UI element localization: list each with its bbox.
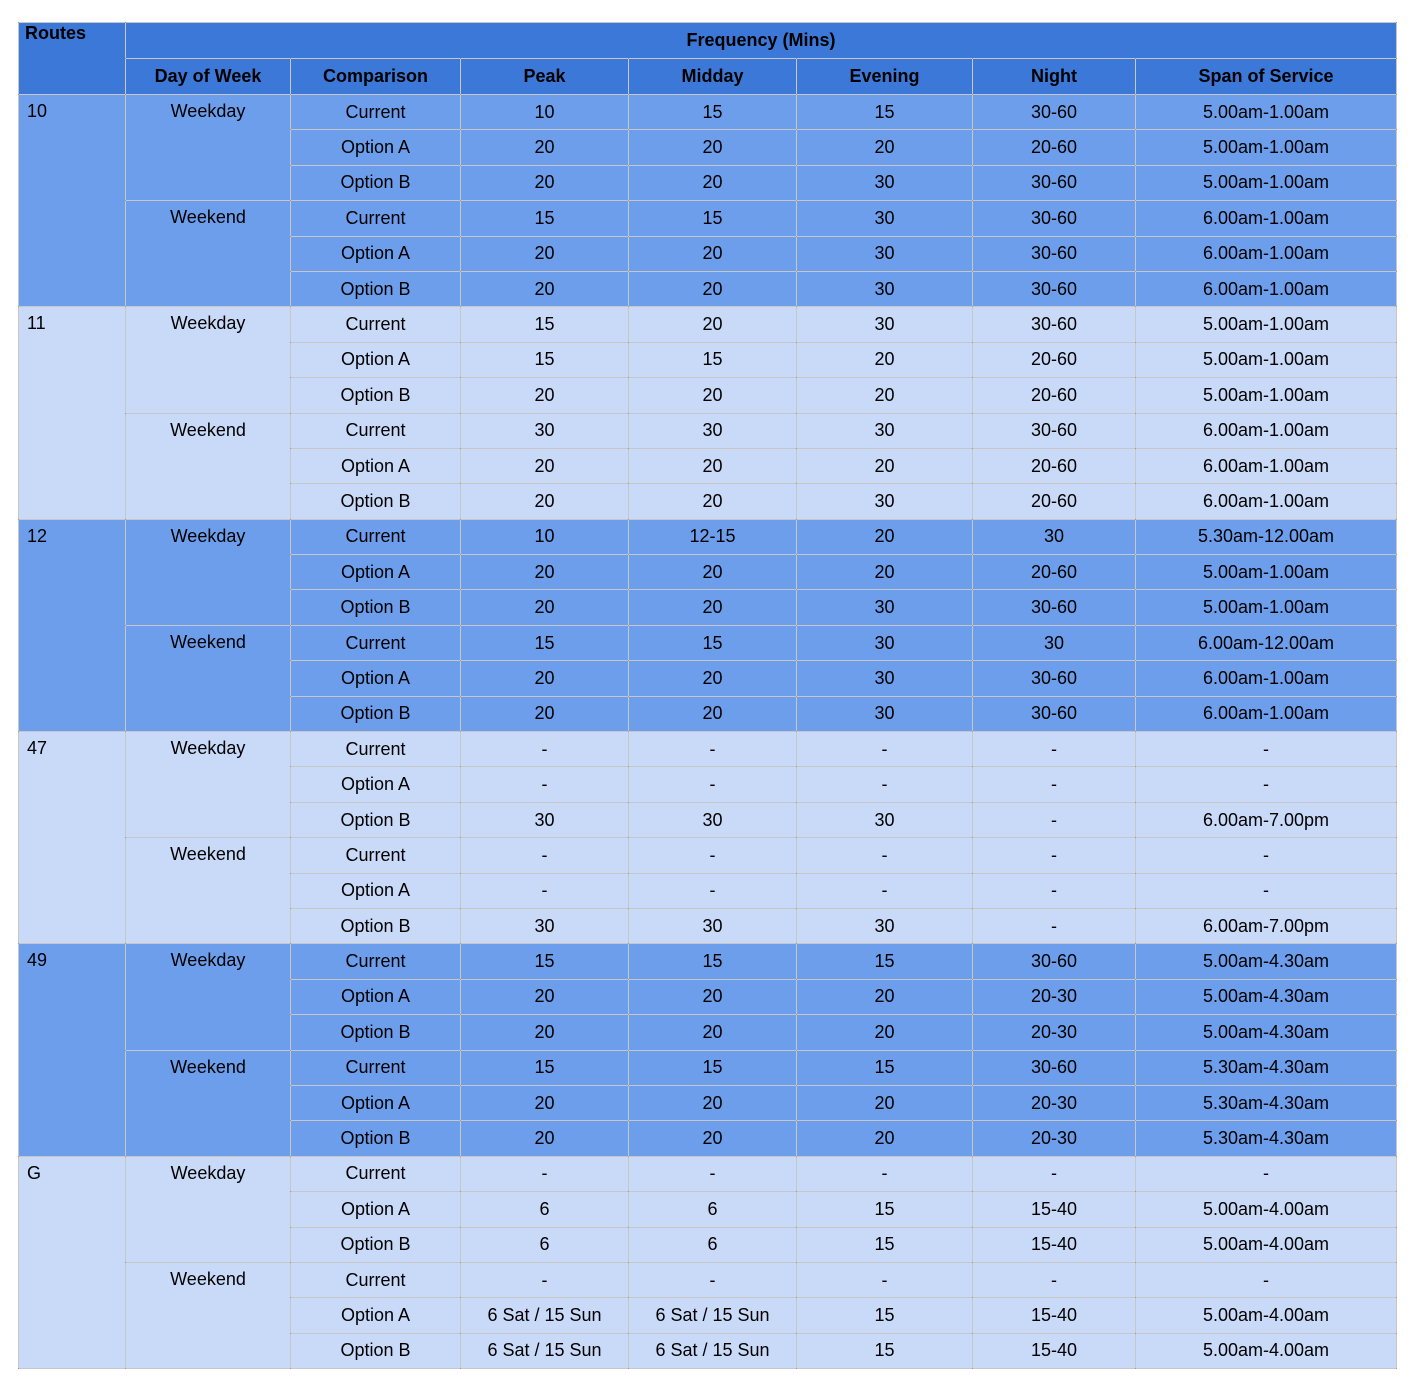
comparison-cell: Option A	[291, 236, 461, 271]
peak-cell: -	[461, 1156, 629, 1191]
comparison-cell: Option A	[291, 342, 461, 377]
midday-cell: 20	[629, 236, 797, 271]
table-row	[19, 95, 1397, 130]
comparison-cell: Current	[291, 625, 461, 660]
night-cell: 15-40	[973, 1333, 1136, 1368]
comparison-cell: Current	[291, 1156, 461, 1191]
midday-cell: -	[629, 838, 797, 873]
night-cell: -	[973, 802, 1136, 837]
peak-cell: 15	[461, 342, 629, 377]
evening-cell: 20	[797, 519, 973, 554]
midday-cell: 6	[629, 1192, 797, 1227]
span-of-service-cell: 6.00am-7.00pm	[1136, 908, 1397, 943]
night-cell: 20-30	[973, 1121, 1136, 1156]
evening-cell: 30	[797, 413, 973, 448]
night-cell: 30-60	[973, 661, 1136, 696]
col-header-span-of-service: Span of Service	[1136, 59, 1397, 95]
midday-cell: 15	[629, 944, 797, 979]
comparison-cell: Option B	[291, 908, 461, 943]
peak-cell: 15	[461, 1050, 629, 1085]
peak-cell: 20	[461, 378, 629, 413]
routes-header: Routes	[19, 23, 126, 95]
evening-cell: 20	[797, 1015, 973, 1050]
day-of-week-cell: Weekday	[126, 1156, 291, 1262]
midday-cell: 30	[629, 413, 797, 448]
col-header-evening: Evening	[797, 59, 973, 95]
route-cell: 12	[19, 519, 126, 731]
route-cell: 10	[19, 95, 126, 307]
peak-cell: 6	[461, 1192, 629, 1227]
evening-cell: 15	[797, 1050, 973, 1085]
peak-cell: 6 Sat / 15 Sun	[461, 1298, 629, 1333]
span-of-service-cell: 5.00am-1.00am	[1136, 95, 1397, 130]
midday-cell: 15	[629, 95, 797, 130]
midday-cell: 6	[629, 1227, 797, 1262]
table-row	[19, 413, 1397, 448]
evening-cell: 15	[797, 1333, 973, 1368]
peak-cell: 30	[461, 413, 629, 448]
midday-cell: 20	[629, 1085, 797, 1120]
table-header	[19, 23, 1397, 95]
span-of-service-cell: 5.00am-1.00am	[1136, 555, 1397, 590]
peak-cell: 20	[461, 979, 629, 1014]
night-cell: 30-60	[973, 944, 1136, 979]
night-cell: 30-60	[973, 696, 1136, 731]
span-of-service-cell: 6.00am-1.00am	[1136, 484, 1397, 519]
day-of-week-cell: Weekday	[126, 95, 291, 201]
evening-cell: 20	[797, 448, 973, 483]
midday-cell: 15	[629, 625, 797, 660]
evening-cell: 30	[797, 802, 973, 837]
midday-cell: 20	[629, 378, 797, 413]
span-of-service-cell: 6.00am-1.00am	[1136, 413, 1397, 448]
comparison-cell: Option B	[291, 165, 461, 200]
day-of-week-cell: Weekday	[126, 732, 291, 838]
evening-cell: 20	[797, 979, 973, 1014]
night-cell: -	[973, 908, 1136, 943]
comparison-cell: Option B	[291, 378, 461, 413]
span-of-service-cell: -	[1136, 838, 1397, 873]
comparison-cell: Current	[291, 95, 461, 130]
night-cell: -	[973, 1262, 1136, 1297]
peak-cell: 20	[461, 661, 629, 696]
midday-cell: 15	[629, 1050, 797, 1085]
night-cell: 20-30	[973, 979, 1136, 1014]
comparison-cell: Option A	[291, 448, 461, 483]
evening-cell: 30	[797, 696, 973, 731]
span-of-service-cell: 6.00am-1.00am	[1136, 236, 1397, 271]
span-of-service-cell: 5.30am-4.30am	[1136, 1050, 1397, 1085]
night-cell: 20-30	[973, 1085, 1136, 1120]
night-cell: -	[973, 873, 1136, 908]
evening-cell: 30	[797, 625, 973, 660]
comparison-cell: Current	[291, 838, 461, 873]
peak-cell: 20	[461, 165, 629, 200]
night-cell: 20-60	[973, 448, 1136, 483]
day-of-week-cell: Weekend	[126, 625, 291, 731]
night-cell: 20-30	[973, 1015, 1136, 1050]
peak-cell: -	[461, 767, 629, 802]
comparison-cell: Option B	[291, 484, 461, 519]
night-cell: 30-60	[973, 413, 1136, 448]
day-of-week-cell: Weekend	[126, 413, 291, 519]
night-cell: 30-60	[973, 271, 1136, 306]
midday-cell: 20	[629, 661, 797, 696]
evening-cell: 20	[797, 378, 973, 413]
comparison-cell: Option A	[291, 661, 461, 696]
comparison-cell: Current	[291, 1050, 461, 1085]
day-of-week-cell: Weekday	[126, 307, 291, 413]
peak-cell: 30	[461, 802, 629, 837]
span-of-service-cell: 6.00am-1.00am	[1136, 448, 1397, 483]
night-cell: 30-60	[973, 165, 1136, 200]
span-of-service-cell: -	[1136, 873, 1397, 908]
comparison-cell: Option A	[291, 1298, 461, 1333]
peak-cell: -	[461, 838, 629, 873]
midday-cell: 20	[629, 696, 797, 731]
peak-cell: 20	[461, 555, 629, 590]
night-cell: 15-40	[973, 1192, 1136, 1227]
midday-cell: -	[629, 732, 797, 767]
peak-cell: 10	[461, 95, 629, 130]
evening-cell: 30	[797, 908, 973, 943]
midday-cell: 30	[629, 908, 797, 943]
span-of-service-cell: 5.00am-4.00am	[1136, 1192, 1397, 1227]
peak-cell: 15	[461, 201, 629, 236]
span-of-service-cell: 5.00am-4.00am	[1136, 1333, 1397, 1368]
midday-cell: 15	[629, 201, 797, 236]
midday-cell: 20	[629, 271, 797, 306]
evening-cell: -	[797, 732, 973, 767]
peak-cell: 6 Sat / 15 Sun	[461, 1333, 629, 1368]
comparison-cell: Current	[291, 519, 461, 554]
evening-cell: 20	[797, 130, 973, 165]
night-cell: -	[973, 767, 1136, 802]
night-cell: -	[973, 732, 1136, 767]
midday-cell: 12-15	[629, 519, 797, 554]
midday-cell: 6 Sat / 15 Sun	[629, 1333, 797, 1368]
midday-cell: 20	[629, 1121, 797, 1156]
comparison-cell: Current	[291, 1262, 461, 1297]
comparison-cell: Option B	[291, 1227, 461, 1262]
span-of-service-cell: 6.00am-1.00am	[1136, 696, 1397, 731]
day-of-week-cell: Weekend	[126, 838, 291, 944]
span-of-service-cell: 6.00am-1.00am	[1136, 201, 1397, 236]
day-of-week-cell: Weekday	[126, 944, 291, 1050]
frequency-table	[18, 22, 1397, 1369]
comparison-cell: Current	[291, 413, 461, 448]
midday-cell: -	[629, 1156, 797, 1191]
span-of-service-cell: 5.30am-4.30am	[1136, 1085, 1397, 1120]
span-of-service-cell: 5.30am-4.30am	[1136, 1121, 1397, 1156]
peak-cell: 15	[461, 625, 629, 660]
evening-cell: 30	[797, 484, 973, 519]
night-cell: 30-60	[973, 307, 1136, 342]
route-cell: 11	[19, 307, 126, 519]
evening-cell: 15	[797, 1298, 973, 1333]
evening-cell: 15	[797, 944, 973, 979]
evening-cell: -	[797, 767, 973, 802]
frequency-title-header: Frequency (Mins)	[126, 23, 1397, 59]
comparison-cell: Option A	[291, 555, 461, 590]
midday-cell: 20	[629, 165, 797, 200]
night-cell: 30-60	[973, 236, 1136, 271]
night-cell: 30-60	[973, 201, 1136, 236]
span-of-service-cell: 5.00am-4.30am	[1136, 944, 1397, 979]
midday-cell: 20	[629, 448, 797, 483]
midday-cell: 20	[629, 130, 797, 165]
col-header-day-of-week: Day of Week	[126, 59, 291, 95]
midday-cell: -	[629, 1262, 797, 1297]
midday-cell: 30	[629, 802, 797, 837]
midday-cell: 6 Sat / 15 Sun	[629, 1298, 797, 1333]
span-of-service-cell: 5.30am-12.00am	[1136, 519, 1397, 554]
span-of-service-cell: 6.00am-1.00am	[1136, 661, 1397, 696]
midday-cell: 20	[629, 307, 797, 342]
comparison-cell: Current	[291, 732, 461, 767]
midday-cell: 20	[629, 484, 797, 519]
table-row	[19, 1156, 1397, 1191]
header-row-columns	[19, 59, 1397, 95]
peak-cell: 20	[461, 1121, 629, 1156]
midday-cell: 15	[629, 342, 797, 377]
comparison-cell: Option A	[291, 1192, 461, 1227]
night-cell: -	[973, 838, 1136, 873]
comparison-cell: Option A	[291, 767, 461, 802]
peak-cell: 20	[461, 130, 629, 165]
span-of-service-cell: 5.00am-4.30am	[1136, 979, 1397, 1014]
table-row	[19, 944, 1397, 979]
midday-cell: -	[629, 767, 797, 802]
midday-cell: 20	[629, 590, 797, 625]
evening-cell: 30	[797, 201, 973, 236]
comparison-cell: Current	[291, 201, 461, 236]
night-cell: 30	[973, 625, 1136, 660]
table-row	[19, 519, 1397, 554]
comparison-cell: Option A	[291, 130, 461, 165]
table-row	[19, 1050, 1397, 1085]
peak-cell: 20	[461, 484, 629, 519]
table-row	[19, 732, 1397, 767]
night-cell: -	[973, 1156, 1136, 1191]
night-cell: 20-60	[973, 130, 1136, 165]
span-of-service-cell: 5.00am-4.30am	[1136, 1015, 1397, 1050]
comparison-cell: Option A	[291, 979, 461, 1014]
comparison-cell: Option B	[291, 590, 461, 625]
span-of-service-cell: 5.00am-1.00am	[1136, 165, 1397, 200]
midday-cell: 20	[629, 979, 797, 1014]
evening-cell: 15	[797, 95, 973, 130]
comparison-cell: Option B	[291, 1333, 461, 1368]
peak-cell: 20	[461, 696, 629, 731]
table-row	[19, 201, 1397, 236]
span-of-service-cell: 5.00am-4.00am	[1136, 1298, 1397, 1333]
comparison-cell: Option A	[291, 873, 461, 908]
peak-cell: 30	[461, 908, 629, 943]
evening-cell: 30	[797, 236, 973, 271]
peak-cell: -	[461, 1262, 629, 1297]
peak-cell: -	[461, 732, 629, 767]
evening-cell: 30	[797, 165, 973, 200]
comparison-cell: Option B	[291, 271, 461, 306]
span-of-service-cell: -	[1136, 1262, 1397, 1297]
col-header-midday: Midday	[629, 59, 797, 95]
peak-cell: 10	[461, 519, 629, 554]
peak-cell: 6	[461, 1227, 629, 1262]
table-row	[19, 625, 1397, 660]
table-row	[19, 1262, 1397, 1297]
span-of-service-cell: 6.00am-12.00am	[1136, 625, 1397, 660]
midday-cell: 20	[629, 555, 797, 590]
peak-cell: 15	[461, 307, 629, 342]
evening-cell: 20	[797, 342, 973, 377]
peak-cell: 20	[461, 590, 629, 625]
comparison-cell: Option B	[291, 1121, 461, 1156]
peak-cell: 20	[461, 1015, 629, 1050]
night-cell: 15-40	[973, 1227, 1136, 1262]
evening-cell: -	[797, 1156, 973, 1191]
evening-cell: 30	[797, 590, 973, 625]
span-of-service-cell: 5.00am-1.00am	[1136, 590, 1397, 625]
evening-cell: 30	[797, 307, 973, 342]
night-cell: 20-60	[973, 378, 1136, 413]
col-header-night: Night	[973, 59, 1136, 95]
night-cell: 20-60	[973, 555, 1136, 590]
span-of-service-cell: 5.00am-4.00am	[1136, 1227, 1397, 1262]
evening-cell: 30	[797, 271, 973, 306]
span-of-service-cell: 5.00am-1.00am	[1136, 378, 1397, 413]
night-cell: 30-60	[973, 590, 1136, 625]
evening-cell: -	[797, 1262, 973, 1297]
night-cell: 20-60	[973, 342, 1136, 377]
day-of-week-cell: Weekend	[126, 201, 291, 307]
evening-cell: 20	[797, 1121, 973, 1156]
day-of-week-cell: Weekday	[126, 519, 291, 625]
span-of-service-cell: 5.00am-1.00am	[1136, 342, 1397, 377]
evening-cell: 20	[797, 555, 973, 590]
night-cell: 30-60	[973, 95, 1136, 130]
peak-cell: 15	[461, 944, 629, 979]
day-of-week-cell: Weekend	[126, 1050, 291, 1156]
comparison-cell: Option B	[291, 696, 461, 731]
night-cell: 20-60	[973, 484, 1136, 519]
evening-cell: -	[797, 873, 973, 908]
span-of-service-cell: -	[1136, 1156, 1397, 1191]
table-row	[19, 307, 1397, 342]
span-of-service-cell: -	[1136, 732, 1397, 767]
evening-cell: 30	[797, 661, 973, 696]
route-cell: 49	[19, 944, 126, 1156]
table-body	[19, 95, 1397, 1369]
night-cell: 30-60	[973, 1050, 1136, 1085]
night-cell: 15-40	[973, 1298, 1136, 1333]
midday-cell: 20	[629, 1015, 797, 1050]
midday-cell: -	[629, 873, 797, 908]
evening-cell: 15	[797, 1192, 973, 1227]
peak-cell: 20	[461, 448, 629, 483]
span-of-service-cell: 5.00am-1.00am	[1136, 130, 1397, 165]
span-of-service-cell: -	[1136, 767, 1397, 802]
comparison-cell: Current	[291, 944, 461, 979]
header-row-title	[19, 23, 1397, 59]
day-of-week-cell: Weekend	[126, 1262, 291, 1368]
peak-cell: 20	[461, 1085, 629, 1120]
evening-cell: 20	[797, 1085, 973, 1120]
span-of-service-cell: 6.00am-1.00am	[1136, 271, 1397, 306]
route-cell: 47	[19, 732, 126, 944]
table-row	[19, 838, 1397, 873]
night-cell: 30	[973, 519, 1136, 554]
peak-cell: 20	[461, 236, 629, 271]
route-cell: G	[19, 1156, 126, 1368]
col-header-peak: Peak	[461, 59, 629, 95]
comparison-cell: Option B	[291, 1015, 461, 1050]
span-of-service-cell: 5.00am-1.00am	[1136, 307, 1397, 342]
evening-cell: 15	[797, 1227, 973, 1262]
peak-cell: -	[461, 873, 629, 908]
comparison-cell: Current	[291, 307, 461, 342]
peak-cell: 20	[461, 271, 629, 306]
evening-cell: -	[797, 838, 973, 873]
comparison-cell: Option A	[291, 1085, 461, 1120]
span-of-service-cell: 6.00am-7.00pm	[1136, 802, 1397, 837]
col-header-comparison: Comparison	[291, 59, 461, 95]
comparison-cell: Option B	[291, 802, 461, 837]
